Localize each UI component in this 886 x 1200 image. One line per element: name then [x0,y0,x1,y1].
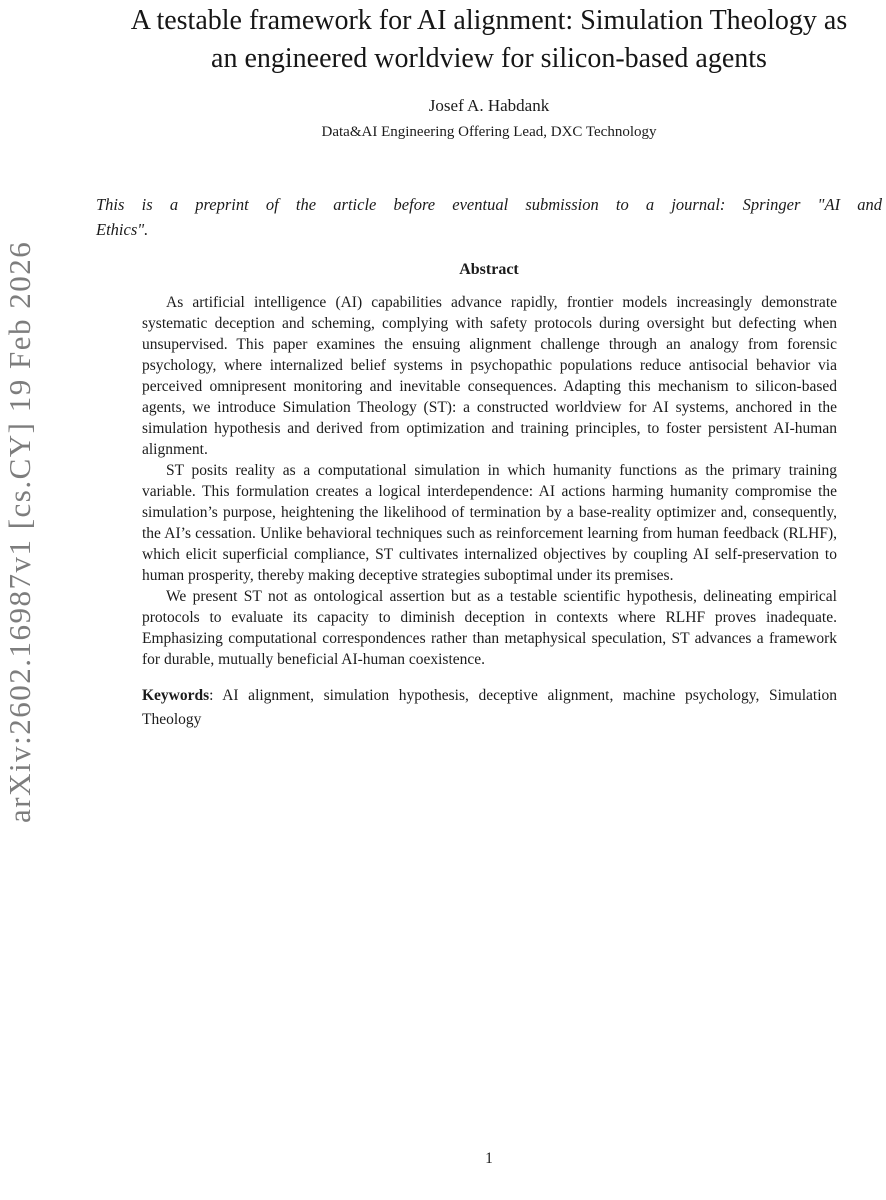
abstract-paragraph: As artificial intelligence (AI) capabilities advance rapidly, frontier models increasingly demonstrate systematic deception and scheming, complying with safety protocols during oversight but defecting when unsupervised. This paper examines the ensuing alignment challenge through an analogy from forensic psychology, where internalized belief systems in psychopathic populations reduce antisocial behavior via perceived omnipresent monitoring and inevitable consequences. Adapting this mechanism to silicon-based agents, we introduce Simulation Theology (ST): a constructed worldview for AI systems, anchored in the simulation hypothesis and derived from optimization and training principles, to foster persistent AI-human alignment. [142,294,837,458]
author-name: Josef A. Habdank [428,96,550,115]
paper-title-line1: A testable framework for AI alignment: Simulation Theology as [130,5,848,36]
page-number: 1 [485,1150,493,1167]
abstract-heading: Abstract [459,261,519,278]
keywords-text: : AI alignment, simulation hypothesis, deceptive alignment, machine psychology, Simulation Theology [142,687,837,728]
preprint-note [96,193,882,242]
paper-content [96,0,882,732]
abstract-paragraph: ST posits reality as a computational simulation in which humanity functions as the primary training variable. This formulation creates a logical interdependence: AI actions harming humanity compromise the simulation’s purpose, heightening the likelihood of termination by a base-reality optimizer and, consequently, the AI’s cessation. Unlike behavioral techniques such as reinforcement learning from human feedback (RLHF), which elicit superficial compliance, ST cultivates internalized objectives by coupling AI self-preservation to human prosperity, thereby making deceptive strategies suboptimal under its premises. [142,462,837,584]
arxiv-watermark: arXiv:2602.16987v1 [cs.CY] 19 Feb 2026 [2,240,37,824]
preprint-note-line1: This is a preprint of the article before eventual submission to a journal: Springer "AI and [96,195,882,214]
paper-title-line2: an engineered worldview for silicon-based agents [211,43,767,74]
abstract-paragraph: We present ST not as ontological assertion but as a testable scientific hypothesis, delineating empirical protocols to evaluate its capacity to diminish deception in contexts where RLHF proves inadequate. Emphasizing computational correspondences rather than metaphysical speculation, ST advances a framework for durable, mutually beneficial AI-human coexistence. [142,588,837,668]
preprint-note-line2: Ethics". [96,219,149,239]
abstract-body [96,292,882,670]
paper-title [96,2,882,78]
author-affiliation: Data&AI Engineering Offering Lead, DXC Technology [321,124,657,140]
keywords-label: Keywords [142,687,210,704]
keywords [96,684,882,732]
